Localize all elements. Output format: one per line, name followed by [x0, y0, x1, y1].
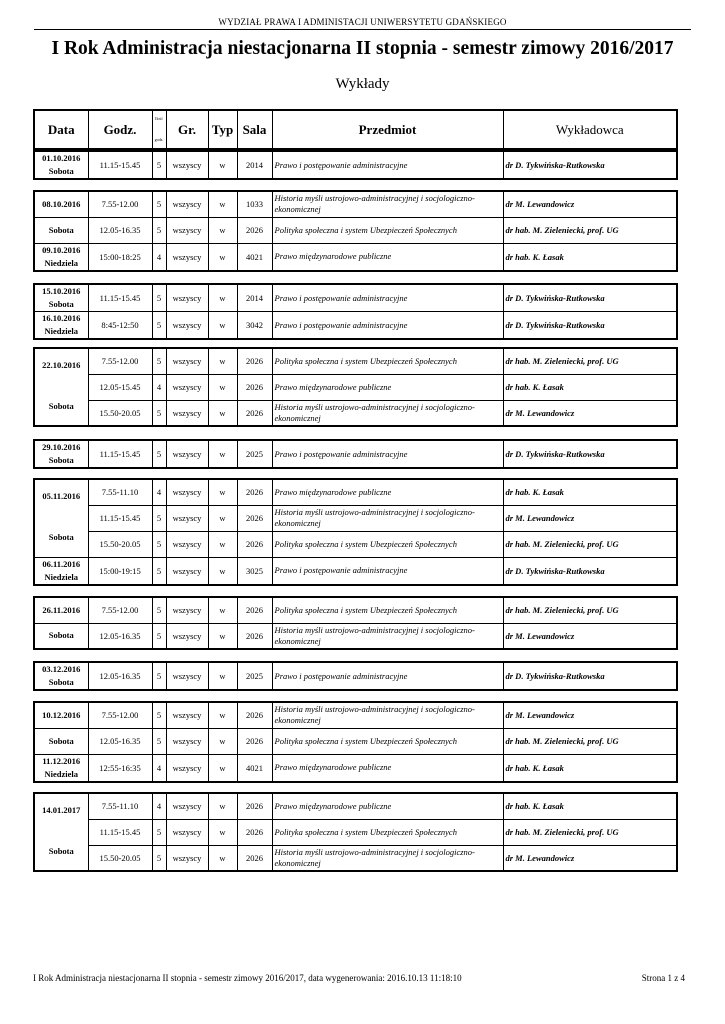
room-cell: 2026	[237, 597, 272, 623]
group-cell: wszyscy	[166, 728, 208, 754]
lecturer-cell: dr hab. M. Zieleniecki, prof. UG	[503, 531, 677, 557]
schedule-block	[33, 283, 678, 340]
time-cell: 12.05-16.35	[88, 662, 152, 690]
time-cell: 15:00-18:25	[88, 243, 152, 271]
type-cell: w	[208, 312, 237, 340]
group-cell: wszyscy	[166, 531, 208, 557]
lecturer-cell: dr D. Tykwińska-Rutkowska	[503, 440, 677, 468]
subject-cell: Prawo i postępowanie administracyjne	[272, 662, 503, 690]
page-subtitle: Wykłady	[335, 76, 390, 92]
lecturer-cell: dr M. Lewandowicz	[503, 505, 677, 531]
lecturer-cell: dr D. Tykwińska-Rutkowska	[503, 284, 677, 312]
type-cell: w	[208, 284, 237, 312]
col-header-type: Typ	[208, 110, 237, 149]
subject-cell: Prawo i postępowanie administracyjne	[272, 440, 503, 468]
type-cell: w	[208, 479, 237, 505]
date-cell: 01.10.2016 Sobota	[34, 151, 88, 179]
room-cell: 3025	[237, 557, 272, 585]
lecturer-cell: dr hab. M. Zieleniecki, prof. UG	[503, 348, 677, 374]
hours-cell: 5	[152, 312, 166, 340]
type-cell: w	[208, 623, 237, 649]
schedule-block	[33, 701, 678, 783]
lecturer-cell: dr D. Tykwińska-Rutkowska	[503, 557, 677, 585]
hours-cell: 5	[152, 440, 166, 468]
schedule-block	[33, 478, 678, 586]
hours-cell: 5	[152, 400, 166, 426]
subject-cell: Prawo międzynarodowe publiczne	[272, 754, 503, 782]
time-cell: 11.15-15.45	[88, 440, 152, 468]
subject-cell: Polityka społeczna i system Ubezpieczeń Społecznych	[272, 531, 503, 557]
hours-cell: 5	[152, 348, 166, 374]
type-cell: w	[208, 531, 237, 557]
room-cell: 2026	[237, 623, 272, 649]
date-cell: 15.10.2016 Sobota	[34, 284, 88, 312]
subject-cell: Prawo i postępowanie administracyjne	[272, 151, 503, 179]
group-cell: wszyscy	[166, 151, 208, 179]
subject-cell: Prawo międzynarodowe publiczne	[272, 243, 503, 271]
type-cell: w	[208, 728, 237, 754]
hours-cell: 5	[152, 728, 166, 754]
table-row	[34, 819, 677, 845]
room-cell: 2026	[237, 479, 272, 505]
header-table	[33, 109, 678, 150]
hours-cell: 5	[152, 284, 166, 312]
table-row	[34, 217, 677, 243]
time-cell: 7.55-12.00	[88, 597, 152, 623]
subject-cell: Historia myśli ustrojowo-administracyjnej i socjologiczno-ekonomicznej	[272, 191, 503, 217]
table-row	[34, 191, 677, 217]
table-row	[34, 312, 677, 340]
hours-cell: 5	[152, 662, 166, 690]
lecturer-cell: dr hab. K. Łasak	[503, 793, 677, 819]
time-cell: 7.55-12.00	[88, 348, 152, 374]
time-cell: 12.05-16.35	[88, 217, 152, 243]
table-row	[34, 793, 677, 819]
lecturer-cell: dr M. Lewandowicz	[503, 845, 677, 871]
table-row	[34, 243, 677, 271]
group-cell: wszyscy	[166, 662, 208, 690]
date-cell: 03.12.2016 Sobota	[34, 662, 88, 690]
date-cell: 06.11.2016 Niedziela	[34, 557, 88, 585]
group-cell: wszyscy	[166, 400, 208, 426]
group-cell: wszyscy	[166, 754, 208, 782]
group-cell: wszyscy	[166, 557, 208, 585]
group-cell: wszyscy	[166, 597, 208, 623]
time-cell: 15.50-20.05	[88, 400, 152, 426]
group-cell: wszyscy	[166, 623, 208, 649]
lecturer-cell: dr hab. K. Łasak	[503, 243, 677, 271]
subject-cell: Prawo międzynarodowe publiczne	[272, 793, 503, 819]
table-row	[34, 754, 677, 782]
subject-cell: Historia myśli ustrojowo-administracyjnej i socjologiczno-ekonomicznej	[272, 702, 503, 728]
table-row	[34, 151, 677, 179]
room-cell: 2026	[237, 217, 272, 243]
room-cell: 3042	[237, 312, 272, 340]
date-cell: 26.11.2016	[34, 597, 88, 623]
hours-cell: 4	[152, 243, 166, 271]
lecturer-cell: dr M. Lewandowicz	[503, 702, 677, 728]
time-cell: 11.15-15.45	[88, 819, 152, 845]
time-cell: 7.55-12.00	[88, 191, 152, 217]
room-cell: 1033	[237, 191, 272, 217]
table-row	[34, 557, 677, 585]
col-header-hours: Ilość godz.	[152, 110, 166, 149]
institution-header: WYDZIAŁ PRAWA I ADMINISTACJI UNIWERSYTETU GDAŃSKIEGO	[218, 17, 507, 27]
table-row	[34, 505, 677, 531]
type-cell: w	[208, 400, 237, 426]
table-row	[34, 284, 677, 312]
type-cell: w	[208, 845, 237, 871]
table-row	[34, 374, 677, 400]
table-row	[34, 479, 677, 505]
room-cell: 2025	[237, 662, 272, 690]
subject-cell: Historia myśli ustrojowo-administracyjnej i socjologiczno-ekonomicznej	[272, 400, 503, 426]
group-cell: wszyscy	[166, 819, 208, 845]
col-header-time: Godz.	[88, 110, 152, 149]
time-cell: 12:55-16:35	[88, 754, 152, 782]
type-cell: w	[208, 191, 237, 217]
hours-cell: 5	[152, 151, 166, 179]
room-cell: 2026	[237, 374, 272, 400]
subject-cell: Polityka społeczna i system Ubezpieczeń Społecznych	[272, 348, 503, 374]
room-cell: 2026	[237, 728, 272, 754]
group-cell: wszyscy	[166, 374, 208, 400]
hours-cell: 4	[152, 479, 166, 505]
group-cell: wszyscy	[166, 217, 208, 243]
date-cell: 14.01.2017 Sobota	[34, 793, 88, 871]
type-cell: w	[208, 793, 237, 819]
table-row	[34, 348, 677, 374]
type-cell: w	[208, 374, 237, 400]
type-cell: w	[208, 702, 237, 728]
time-cell: 12.05-16.35	[88, 623, 152, 649]
day-cell: Sobota	[34, 623, 88, 649]
room-cell: 4021	[237, 754, 272, 782]
subject-cell: Prawo i postępowanie administracyjne	[272, 312, 503, 340]
type-cell: w	[208, 440, 237, 468]
group-cell: wszyscy	[166, 702, 208, 728]
date-cell: 22.10.2016 Sobota	[34, 348, 88, 426]
group-cell: wszyscy	[166, 348, 208, 374]
date-cell: 05.11.2016 Sobota	[34, 479, 88, 557]
subject-cell: Historia myśli ustrojowo-administracyjnej i socjologiczno-ekonomicznej	[272, 505, 503, 531]
lecturer-cell: dr M. Lewandowicz	[503, 623, 677, 649]
hours-cell: 5	[152, 702, 166, 728]
schedule-block	[33, 347, 678, 427]
subject-cell: Polityka społeczna i system Ubezpieczeń Społecznych	[272, 819, 503, 845]
date-cell: 11.12.2016 Niedziela	[34, 754, 88, 782]
hours-cell: 5	[152, 557, 166, 585]
type-cell: w	[208, 151, 237, 179]
hours-cell: 5	[152, 505, 166, 531]
schedule-block	[33, 190, 678, 272]
col-header-group: Gr.	[166, 110, 208, 149]
hours-cell: 5	[152, 623, 166, 649]
room-cell: 2026	[237, 845, 272, 871]
group-cell: wszyscy	[166, 312, 208, 340]
date-cell: 08.10.2016	[34, 191, 88, 217]
date-cell: 16.10.2016 Niedziela	[34, 312, 88, 340]
table-row	[34, 531, 677, 557]
room-cell: 2026	[237, 793, 272, 819]
lecturer-cell: dr hab. K. Łasak	[503, 754, 677, 782]
page-number: Strona 1 z 4	[641, 973, 685, 983]
time-cell: 15.50-20.05	[88, 531, 152, 557]
subject-cell: Polityka społeczna i system Ubezpieczeń Społecznych	[272, 217, 503, 243]
subject-cell: Historia myśli ustrojowo-administracyjnej i socjologiczno-ekonomicznej	[272, 845, 503, 871]
time-cell: 7.55-11.10	[88, 793, 152, 819]
hours-cell: 4	[152, 754, 166, 782]
lecturer-cell: dr hab. M. Zieleniecki, prof. UG	[503, 728, 677, 754]
type-cell: w	[208, 557, 237, 585]
day-cell: Sobota	[34, 728, 88, 754]
hours-cell: 5	[152, 819, 166, 845]
lecturer-cell: dr D. Tykwińska-Rutkowska	[503, 151, 677, 179]
lecturer-cell: dr M. Lewandowicz	[503, 191, 677, 217]
room-cell: 4021	[237, 243, 272, 271]
schedule-block	[33, 439, 678, 469]
footer-generation-info: I Rok Administracja niestacjonarna II stopnia - semestr zimowy 2016/2017, data wygenerowania: 2016.10.13 11:18:10	[33, 973, 462, 983]
table-row	[34, 597, 677, 623]
time-cell: 12.05-15.45	[88, 374, 152, 400]
date-cell: 29.10.2016 Sobota	[34, 440, 88, 468]
time-cell: 8:45-12:50	[88, 312, 152, 340]
col-header-lecturer: Wykładowca	[503, 110, 677, 149]
subject-cell: Prawo międzynarodowe publiczne	[272, 374, 503, 400]
table-row	[34, 662, 677, 690]
schedule-block	[33, 150, 678, 180]
table-row	[34, 845, 677, 871]
hours-cell: 5	[152, 191, 166, 217]
subject-cell: Polityka społeczna i system Ubezpieczeń Społecznych	[272, 728, 503, 754]
time-cell: 11.15-15.45	[88, 284, 152, 312]
group-cell: wszyscy	[166, 845, 208, 871]
lecturer-cell: dr hab. K. Łasak	[503, 374, 677, 400]
hours-cell: 5	[152, 845, 166, 871]
group-cell: wszyscy	[166, 479, 208, 505]
page-title: I Rok Administracja niestacjonarna II stopnia - semestr zimowy 2016/2017	[51, 38, 674, 59]
lecturer-cell: dr hab. K. Łasak	[503, 479, 677, 505]
subject-cell: Historia myśli ustrojowo-administracyjnej i socjologiczno-ekonomicznej	[272, 623, 503, 649]
group-cell: wszyscy	[166, 284, 208, 312]
hours-cell: 4	[152, 793, 166, 819]
type-cell: w	[208, 597, 237, 623]
type-cell: w	[208, 505, 237, 531]
type-cell: w	[208, 217, 237, 243]
hours-cell: 5	[152, 217, 166, 243]
schedule-block	[33, 792, 678, 872]
date-cell: 10.12.2016	[34, 702, 88, 728]
room-cell: 2026	[237, 400, 272, 426]
header-divider	[34, 29, 691, 30]
hours-cell: 4	[152, 374, 166, 400]
room-cell: 2025	[237, 440, 272, 468]
room-cell: 2026	[237, 819, 272, 845]
hours-cell: 5	[152, 597, 166, 623]
time-cell: 7.55-12.00	[88, 702, 152, 728]
schedule-block	[33, 596, 678, 650]
group-cell: wszyscy	[166, 440, 208, 468]
subject-cell: Prawo i postępowanie administracyjne	[272, 557, 503, 585]
type-cell: w	[208, 754, 237, 782]
time-cell: 15:00-19:15	[88, 557, 152, 585]
lecturer-cell: dr hab. M. Zieleniecki, prof. UG	[503, 819, 677, 845]
time-cell: 7.55-11.10	[88, 479, 152, 505]
time-cell: 11.15-15.45	[88, 151, 152, 179]
room-cell: 2014	[237, 284, 272, 312]
type-cell: w	[208, 243, 237, 271]
col-header-date: Data	[34, 110, 88, 149]
lecturer-cell: dr M. Lewandowicz	[503, 400, 677, 426]
subject-cell: Prawo międzynarodowe publiczne	[272, 479, 503, 505]
group-cell: wszyscy	[166, 505, 208, 531]
lecturer-cell: dr D. Tykwińska-Rutkowska	[503, 662, 677, 690]
date-cell: 09.10.2016 Niedziela	[34, 243, 88, 271]
table-row	[34, 702, 677, 728]
table-row	[34, 440, 677, 468]
schedule-block	[33, 661, 678, 691]
group-cell: wszyscy	[166, 191, 208, 217]
room-cell: 2026	[237, 505, 272, 531]
lecturer-cell: dr hab. M. Zieleniecki, prof. UG	[503, 217, 677, 243]
lecturer-cell: dr hab. M. Zieleniecki, prof. UG	[503, 597, 677, 623]
col-header-subject: Przedmiot	[272, 110, 503, 149]
subject-cell: Prawo i postępowanie administracyjne	[272, 284, 503, 312]
time-cell: 15.50-20.05	[88, 845, 152, 871]
time-cell: 11.15-15.45	[88, 505, 152, 531]
col-header-room: Sala	[237, 110, 272, 149]
subject-cell: Polityka społeczna i system Ubezpieczeń Społecznych	[272, 597, 503, 623]
type-cell: w	[208, 819, 237, 845]
table-row	[34, 728, 677, 754]
lecturer-cell: dr D. Tykwińska-Rutkowska	[503, 312, 677, 340]
table-row	[34, 623, 677, 649]
group-cell: wszyscy	[166, 793, 208, 819]
room-cell: 2014	[237, 151, 272, 179]
room-cell: 2026	[237, 531, 272, 557]
group-cell: wszyscy	[166, 243, 208, 271]
type-cell: w	[208, 348, 237, 374]
room-cell: 2026	[237, 702, 272, 728]
day-cell: Sobota	[34, 217, 88, 243]
table-row	[34, 400, 677, 426]
hours-cell: 5	[152, 531, 166, 557]
time-cell: 12.05-16.35	[88, 728, 152, 754]
type-cell: w	[208, 662, 237, 690]
room-cell: 2026	[237, 348, 272, 374]
